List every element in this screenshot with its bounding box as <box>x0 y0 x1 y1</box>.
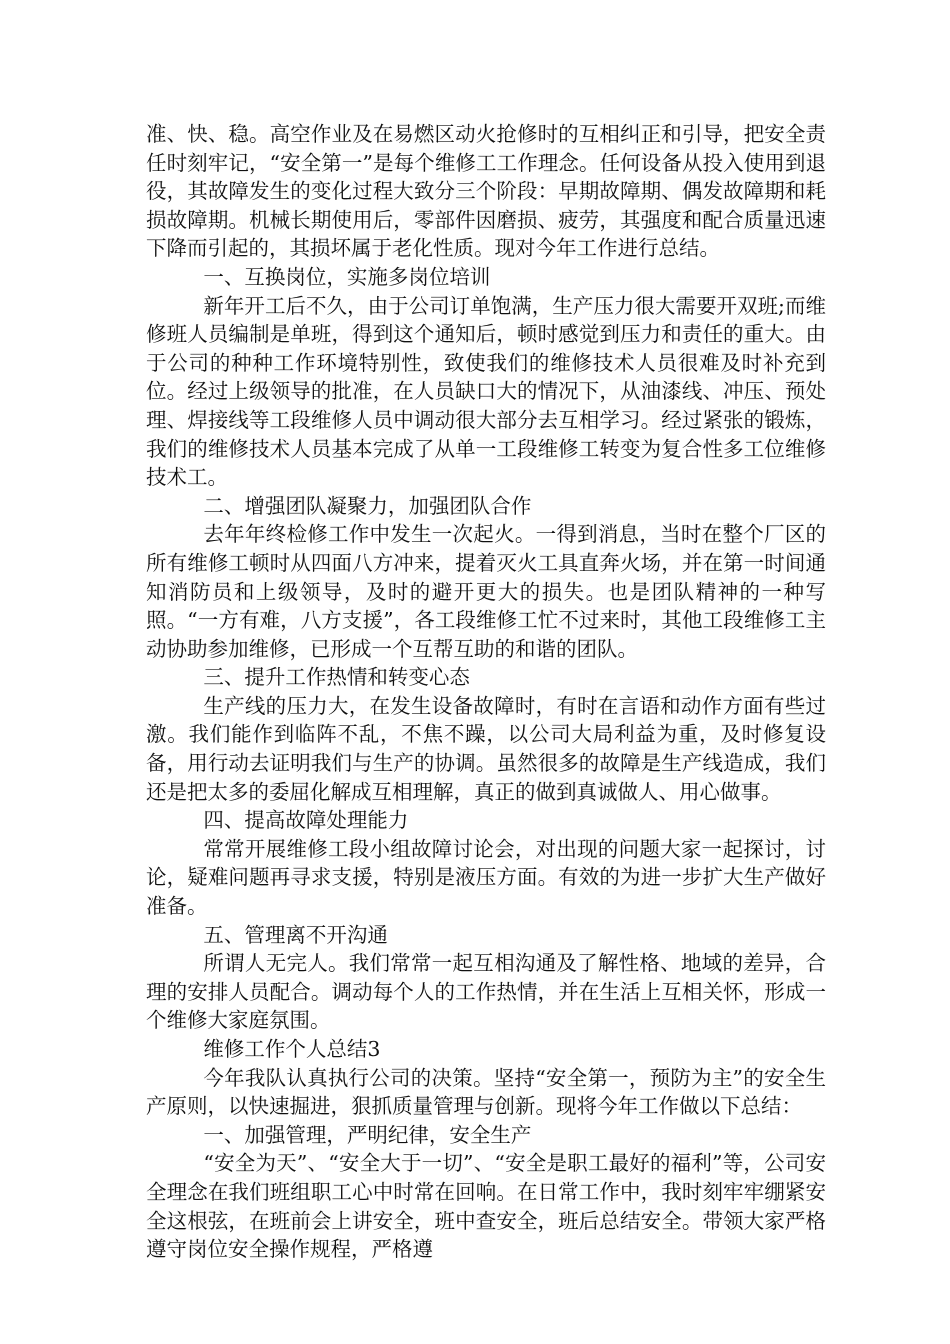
section-heading-4: 四、提高故障处理能力 <box>203 808 409 833</box>
summary-3-heading-1: 一、加强管理，严明纪律，安全生产 <box>203 1122 532 1147</box>
section-heading-5: 五、管理离不开沟通 <box>203 922 388 947</box>
paragraph-section-3: 生产线的压力大，在发生设备故障时，有时在言语和动作方面有些过激。我们能作到临阵不乱，不焦不躁，以公司大局利益为重，及时修复设备，用行动去证明我们与生产的协调。虽然很多的故障是生产线造成，我们还是把太多的委屈化解成互相理解，真正的做到真诚做人、用心做事。 <box>146 693 826 804</box>
paragraph-summary-3-intro: 今年我队认真执行公司的决策。坚持“安全第一，预防为主”的安全生产原则，以快速掘进，狠抓质量管理与创新。现将今年工作做以下总结： <box>146 1065 826 1119</box>
paragraph-summary-3-section-1: “安全为天”、“安全大于一切”、“安全是职工最好的福利”等，公司安全理念在我们班组职工心中时常在回响。在日常工作中，我时刻牢牢绷紧安全这根弦，在班前会上讲安全，班中查安全，班后总结安全。带领大家严格遵守岗位安全操作规程，严格遵 <box>146 1151 826 1262</box>
section-heading-3: 三、提升工作热情和转变心态 <box>203 665 470 690</box>
paragraph-section-1: 新年开工后不久，由于公司订单饱满，生产压力很大需要开双班;而维修班人员编制是单班，得到这个通知后，顿时感觉到压力和责任的重大。由于公司的种种工作环境特别性，致使我们的维修技术人员很难及时补充到位。经过上级领导的批准，在人员缺口大的情况下，从油漆线、冲压、预处理、焊接线等工段维修人员中调动很大部分去互相学习。经过紧张的锻炼，我们的维修技术人员基本完成了从单一工段维修工转变为复合性多工位维修技术工。 <box>146 293 826 490</box>
document-body <box>146 120 826 1264</box>
summary-title-3: 维修工作个人总结3 <box>203 1037 381 1061</box>
paragraph-section-5: 所谓人无完人。我们常常一起互相沟通及了解性格、地域的差异，合理的安排人员配合。调动每个人的工作热情，并在生活上互相关怀，形成一个维修大家庭氛围。 <box>146 951 826 1033</box>
paragraph-section-2: 去年年终检修工作中发生一次起火。一得到消息，当时在整个厂区的所有维修工顿时从四面八方冲来，提着灭火工具直奔火场，并在第一时间通知消防员和上级领导，及时的避开更大的损失。也是团队精神的一种写照。“一方有难，八方支援”，各工段维修工忙不过来时，其他工段维修工主动协助参加维修，已形成一个互帮互助的和谐的团队。 <box>146 522 826 661</box>
paragraph-section-4: 常常开展维修工段小组故障讨论会，对出现的问题大家一起探讨，讨论，疑难问题再寻求支援，特别是液压方面。有效的为进一步扩大生产做好准备。 <box>146 836 826 919</box>
section-heading-2: 二、增强团队凝聚力，加强团队合作 <box>203 493 532 518</box>
section-heading-1: 一、互换岗位，实施多岗位培训 <box>203 264 491 289</box>
paragraph-intro: 准、快、稳。高空作业及在易燃区动火抢修时的互相纠正和引导，把安全责任时刻牢记，“安全第一”是每个维修工工作理念。任何设备从投入使用到退役，其故障发生的变化过程大致分三个阶段：早期故障期、偶发故障期和耗损故障期。机械长期使用后，零部件因磨损、疲劳，其强度和配合质量迅速下降而引起的，其损坏属于老化性质。现对今年工作进行总结。 <box>146 122 826 261</box>
